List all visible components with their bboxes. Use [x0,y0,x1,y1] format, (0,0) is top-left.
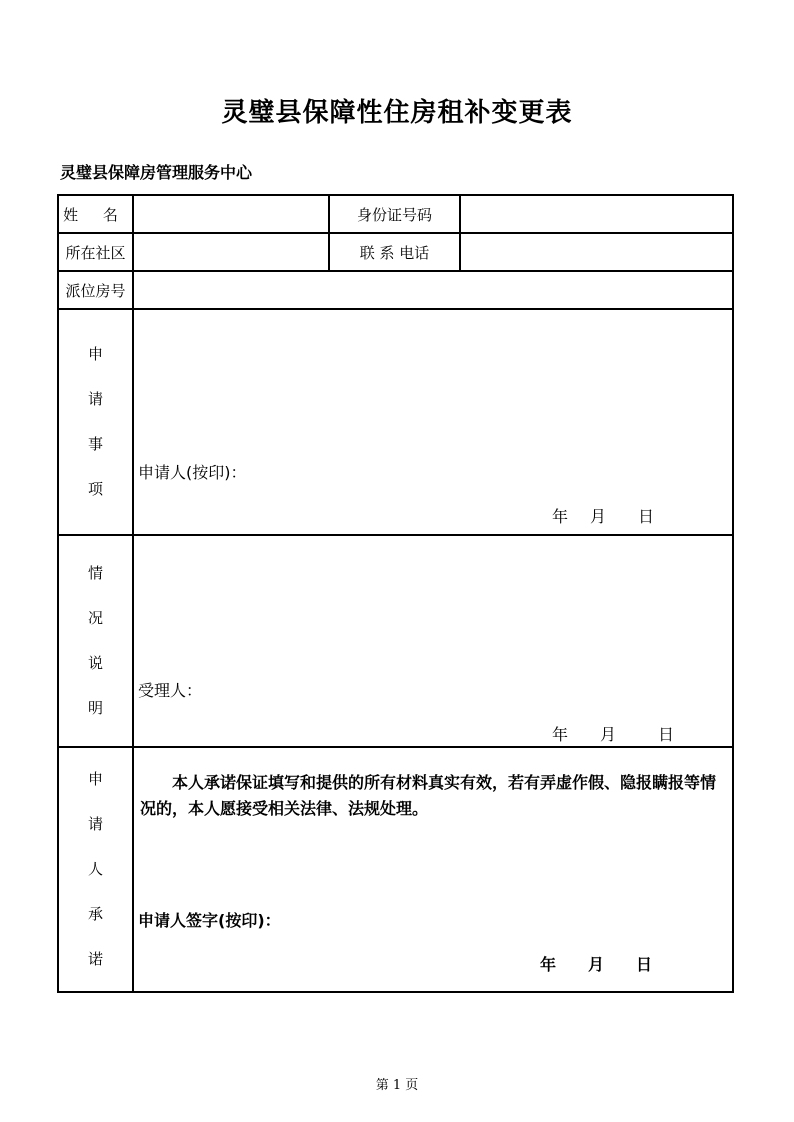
situation-vertical-label: 情 况 说 明 [58,535,133,747]
change-form-table [57,194,734,993]
row-commitment [58,747,733,992]
form-title: 灵璧县保障性住房租补变更表 [221,98,573,128]
row-name [58,195,733,233]
situation-content[interactable]: 受理人： 年 月 日 [133,535,733,747]
community-label: 所在社区 [58,233,133,271]
receiver-signature-label: 受理人： [138,681,203,700]
commitment-vertical-label: 申 请 人 承 诺 [58,747,133,992]
applicant-signature-label-2: 申请人签字(按印)： [138,911,281,930]
room-number-label: 派位房号 [58,271,133,309]
row-situation [58,535,733,747]
room-number-field[interactable] [133,271,733,309]
community-field[interactable] [133,233,329,271]
application-content[interactable]: 申请人(按印)： 年 月 日 [133,309,733,535]
phone-label: 联 系 电话 [329,233,460,271]
applicant-signature-label: 申请人(按印)： [138,463,247,482]
page-number: 第 1 页 [375,1078,419,1093]
row-application [58,309,733,535]
id-number-label: 身份证号码 [329,195,460,233]
name-label: 姓 名 [58,195,133,233]
row-room [58,271,733,309]
commitment-statement: 本人承诺保证填写和提供的所有材料真实有效，若有弄虚作假、隐报瞒报等情况的，本人愿接受相关法律、法规处理。 [140,773,717,818]
application-vertical-label: 申 请 事 项 [58,309,133,535]
name-field[interactable] [133,195,329,233]
row-community [58,233,733,271]
id-number-field[interactable] [460,195,733,233]
organization-name: 灵璧县保障房管理服务中心 [60,163,253,182]
commitment-content[interactable]: 本人承诺保证填写和提供的所有材料真实有效，若有弄虚作假、隐报瞒报等情况的，本人愿接受相关法律、法规处理。 申请人签字(按印)： 年 月 日 [133,747,733,992]
phone-field[interactable] [460,233,733,271]
